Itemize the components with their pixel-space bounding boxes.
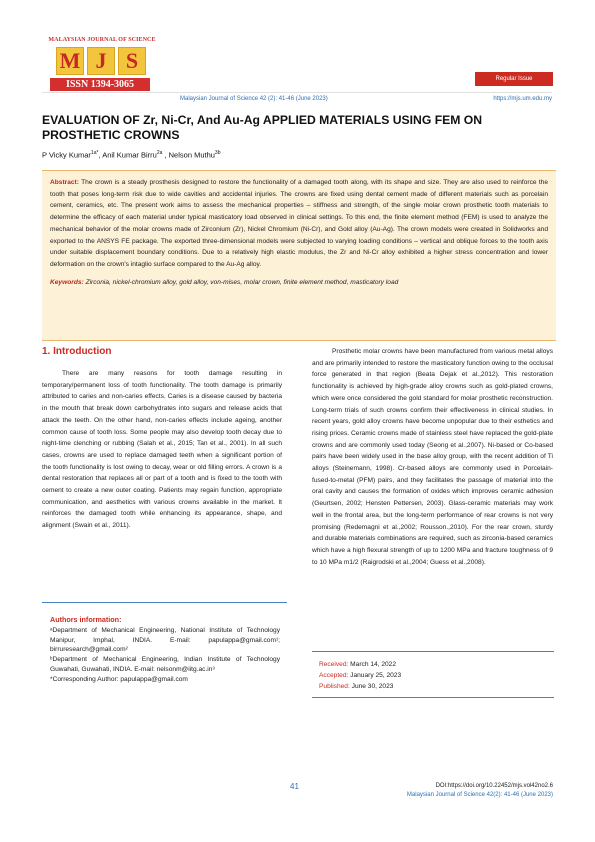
accepted-date: January 25, 2023 (350, 671, 402, 679)
abstract-label: Abstract: (50, 179, 79, 186)
keywords-text: Zirconia, nickel-chromium alloy, gold alloy, von-mises, molar crown, finite element method, masticatory load (85, 278, 399, 286)
article-title: EVALUATION OF Zr, Ni-Cr, And Au-Ag APPLIED MATERIALS USING FEM ON PROSTHETIC CROWNS (42, 113, 483, 142)
right-column (312, 346, 553, 568)
footer-citation (407, 782, 553, 800)
received-date-row (319, 660, 401, 671)
intro-paragraph-left: There are many reasons for tooth damage resulting in temporary/permanent loss of tooth functionality. The tooth damage is primarily attributed to caries and non-caries effects. Caries is a disease caused by bacteria in the mouth that break down carbohydrates into sugars and release acids that attack the teeth. On the other hand, non-caries effects include ageing, another common cause of tooth loss. Some people may also develop tooth decay due to night-time clenching or rubbing (Salah et al., 2015; Tan et al., 2001). In all such cases, crowns are used to replace damaged teeth when a significant portion of the tooth functionality is lost owing to decay, wear or old filling errors. A crown is a dental restoration that replaces all or part of a tooth and is fixed to the tooth with cement to create a new outer coating. Patients may regain function, appropriate communication, and aesthetics with various crowns available in the market. It reinforces the damaged tooth while enhancing its appearance, shape, and alignment (Swain et al., 2011). (42, 370, 282, 530)
journal-reference: Malaysian Journal of Science 42 (2): 41-46 (June 2023) (180, 96, 328, 102)
issue-badge: Regular Issue (475, 72, 553, 86)
logo-letters (56, 47, 162, 75)
keywords-label: Keywords: (50, 278, 84, 286)
affiliation-b: ᵇDepartment of Mechanical Engineering, Indian Institute of Technology Guwahati, Guwahati, INDIA. E-mail: nelsonm@iitg.ac.in³ (50, 656, 280, 673)
author-separator: , (98, 150, 103, 160)
logo-letter-s: S (118, 47, 146, 75)
page-number: 41 (290, 782, 299, 791)
author-affiliation-mark: 3b (214, 150, 221, 156)
keywords (50, 279, 548, 286)
accepted-date-row (319, 671, 401, 682)
authors-info-divider (42, 602, 287, 603)
abstract (50, 177, 548, 271)
dates-divider-bottom (312, 697, 554, 698)
journal-logo (42, 37, 162, 91)
authors-info (50, 615, 280, 685)
logo-letter-j: J (87, 47, 115, 75)
received-label: Received: (319, 661, 349, 668)
author-separator: , (162, 150, 169, 160)
dates-divider-top (312, 651, 554, 652)
abstract-text: The crown is a steady prosthesis designed to restore the functionality of a damaged tooth along, with its shape and size. They are also used to reinforce the tooth that poses long-term risk due to wide cavities and accidental injuries. The crowns are fixed using dental cement made of different materials such as porcelain cement, ceramics, etc. The present work aims to assess the mechanical properties – stiffness and strength, of the single molar crown prosthetic tooth materials to determine the efficacy of each material under typical masticatory load observed in clinical settings. To this end, the finite element method (FEM) is used to analyze the mechanical behavior of the molar crowns made of Zirconium (Zr), Nickel Chromium (Ni-Cr), and Gold alloy (Au-Ag). The crown models were created in Solidworks and exported to the ANSYS FE package. The exported three-dimensional models were subjected to varying loading conditions – vertical and oblique forces to the tooth axis under suitable displacement boundary conditions. Due to a relatively high elastic modulus, the Zr and Ni-Cr alloy exhibited a higher stress concentration and lower deformation on the crown's intaglio surface compared to the Au-Ag alloy. (50, 179, 549, 268)
author-affiliation-mark: 2a (156, 150, 163, 156)
author-name: Anil Kumar Birru (102, 150, 157, 160)
published-date-row (319, 682, 401, 693)
footer-journal: Malaysian Journal of Science 42(2): 41-46 (June 2023) (406, 792, 553, 798)
published-label: Published: (319, 682, 350, 690)
left-column (42, 368, 282, 532)
section-heading: 1. Introduction (42, 346, 112, 357)
issn-label: ISSN 1394-3065 (50, 78, 150, 91)
affiliation-a: ᵃDepartment of Mechanical Engineering, National Institute of Technology Manipur, Imphal, INDIA. E-mail: papulappa@gmail.com¹; birruresearch@gmail.com² (50, 626, 280, 654)
author-affiliation-mark: 1a* (90, 150, 99, 156)
logo-top-text: MALAYSIAN JOURNAL OF SCIENCE (48, 37, 156, 43)
received-date: March 14, 2022 (350, 661, 396, 668)
author-name: P Vicky Kumar (42, 150, 91, 160)
logo-letter-m: M (56, 47, 84, 75)
corresponding-author: *Corresponding Author: papulappa@gmail.com (50, 675, 188, 683)
doi-link[interactable]: DOI:https://doi.org/10.22452/mjs.vol42no2.6 (435, 783, 553, 789)
abstract-box (42, 170, 556, 341)
author-name: Nelson Muthu (168, 150, 215, 160)
journal-url-link[interactable]: https://mjs.um.edu.my (493, 96, 552, 102)
author-list (42, 150, 220, 160)
accepted-label: Accepted: (319, 671, 349, 679)
published-date: June 30, 2023 (351, 682, 394, 690)
intro-paragraph-right: Prosthetic molar crowns have been manufactured from various metal alloys and are primarily intended to restore the masticatory function owing to the occlusal force generated in that region (Beata Dejak et al.,2012). This restoration functionality is achieved by high-grade alloy crowns such as gold-plated crowns, which were once considered the gold standard for molar prosthetic reconstruction. Long-term trials of such crowns confirm their effectiveness in clinical studies. In recent years, gold alloy crowns have become unpopular due to their esthetics and rising prices. Ceramic crowns made of stainless steel have replaced the gold-plate crowns and are commonly used today (Seong et al.,2007). Ni-based or Co-based pairs have been widely used in the base alloy group, with the recent addition of Ti alloys (Steinemann, 1998). Cr-based alloys are commonly used in Porcelain-fused-to-metal (PFM) pairs, and they facilitates the passage of material into the oral cavity and causes the formation of oxides which improves ceramic adhesion (Geurtsen, 2002; Hensten Pettersen, 2003). Glass-ceramic materials may work well in the frontal area, but the long-term performance of rear crowns is not very promising (Redemagni et al.,2002; Rousson.,2010). For the rear crown, sturdy and durable materials combinations are required, such as zirconia-based ceramics which have a high flexural strength of up to 1200 MPa and fracture toughness of 9 to 10 MPa m1/2 (Raigrodski et al.,2004; Guess et al.,2008). (312, 348, 553, 566)
header-divider (42, 92, 552, 93)
article-dates (319, 660, 401, 692)
authors-info-title: Authors information: (50, 615, 122, 624)
